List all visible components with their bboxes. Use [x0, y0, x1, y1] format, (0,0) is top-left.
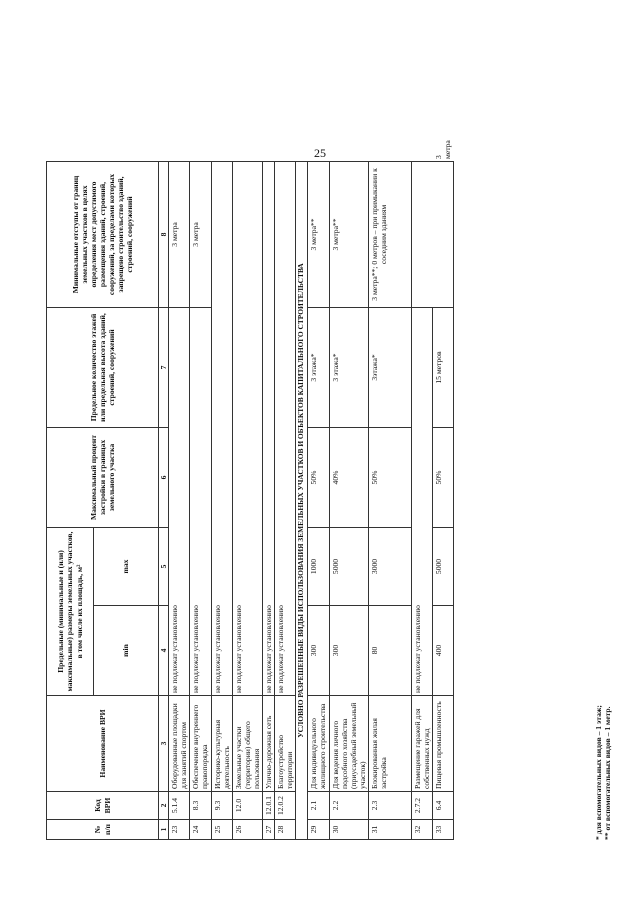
row-size-note: не подлежат установлению [263, 161, 275, 695]
row-num: 33 [433, 820, 454, 840]
row-name: Для ведения личного подсобного хозяйства (приусадебный земельный участок) [329, 696, 368, 792]
column-number: 3 [159, 696, 169, 792]
row-name: Благоустройство территории [275, 696, 296, 792]
row-name: Оборудованные площадки для занятий спортом [169, 696, 190, 792]
row-code: 12.0 [232, 792, 262, 820]
table-row [329, 161, 368, 839]
table-row [308, 161, 329, 839]
row-name: Земельные участки (территории) общего пользования [232, 696, 262, 792]
row-code: 2.1 [308, 792, 329, 820]
page-number: 25 [314, 146, 326, 160]
row-coverage: 40% [329, 427, 368, 527]
row-name: Размещение гаражей для собственных нужд [411, 696, 432, 792]
table-row [169, 161, 190, 839]
row-size-note: не подлежат установлению [169, 307, 190, 695]
row-code: 12.0.2 [275, 792, 296, 820]
row-size-note: не подлежат установлению [232, 161, 262, 695]
row-num: 25 [211, 820, 232, 840]
header-setbacks: Минимальные отступы от границ земельных участков в целях определения мест допустимого размещения зданий, строений, сооружений, за пределами которых запрещено строительство зданий, строений, сооружений [47, 161, 159, 307]
row-size-note: не подлежат установлению [190, 307, 211, 695]
row-code: 2.2 [329, 792, 368, 820]
row-num: 24 [190, 820, 211, 840]
rotated-page-content [46, 140, 613, 840]
section-row [296, 161, 308, 839]
header-num: № п/п [47, 820, 159, 840]
row-coverage: 50% [308, 427, 329, 527]
row-code: 2.7.2 [411, 792, 432, 820]
footnotes [594, 162, 613, 840]
header-code: Код ВРИ [47, 792, 159, 820]
row-code: 5.1.4 [169, 792, 190, 820]
row-setback: 3 метра**; 0 метров – при примыкании к соседним зданиям [368, 161, 411, 307]
footnote: ** от вспомогательных видов – 1 метр. [603, 706, 613, 840]
row-max: 5000 [329, 527, 368, 605]
row-setback: 3 метра** [308, 161, 329, 307]
row-num: 27 [263, 820, 275, 840]
header-size-min: min [94, 606, 159, 696]
row-min: 400 [433, 606, 454, 696]
row-floors: 3 этажа* [329, 307, 368, 427]
table-row [411, 161, 432, 839]
row-setback: 3 метра** [329, 161, 368, 307]
column-number: 8 [159, 161, 169, 307]
column-number: 4 [159, 606, 169, 696]
table-row [211, 161, 232, 839]
row-coverage: 50% [433, 427, 454, 527]
row-num: 26 [232, 820, 262, 840]
row-num: 32 [411, 820, 432, 840]
row-name: Историко-культурная деятельность [211, 696, 232, 792]
row-size-note: не подлежат установлению [275, 161, 296, 695]
row-coverage: 50% [368, 427, 411, 527]
row-min: 300 [329, 606, 368, 696]
row-name: Пищевая промышленность [433, 696, 454, 792]
row-min: 300 [308, 606, 329, 696]
row-size-note: не подлежат установлению [211, 161, 232, 695]
column-number: 6 [159, 427, 169, 527]
column-number: 5 [159, 527, 169, 605]
row-name: Блокированная жилая застройка [368, 696, 411, 792]
table-row [232, 161, 262, 839]
header-size-group: Предельные (минимальные и (или) максимальные) размеры земельных участков, в том числе их площадь, м² [47, 527, 94, 695]
row-floors: 3 этажа* [308, 307, 329, 427]
row-num: 28 [275, 820, 296, 840]
footnote: * для вспомогательных видов – 1 этаж; [594, 705, 603, 840]
row-max: 5000 [433, 527, 454, 605]
row-code: 8.3 [190, 792, 211, 820]
table-row [263, 161, 275, 839]
row-setback-empty [411, 161, 453, 307]
row-num: 23 [169, 820, 190, 840]
row-num: 31 [368, 820, 411, 840]
row-code: 9.3 [211, 792, 232, 820]
column-number: 7 [159, 307, 169, 427]
row-name: Для индивидуального жилищного строительства [308, 696, 329, 792]
column-numbers-row [159, 161, 169, 839]
row-num: 30 [329, 820, 368, 840]
vri-table [46, 140, 454, 840]
row-max: 3000 [368, 527, 411, 605]
table-header-row [47, 161, 94, 839]
table-row [275, 161, 296, 839]
section-title: УСЛОВНО РАЗРЕШЕННЫЕ ВИДЫ ИСПОЛЬЗОВАНИЯ ЗЕМЕЛЬНЫХ УЧАСТКОВ И ОБЪЕКТОВ КАПИТАЛЬНОГО СТРОИТЕЛЬСТВА [296, 161, 308, 839]
column-number: 1 [159, 820, 169, 840]
header-floors: Предельное количество этажей или предельная высота зданий, строений, сооружений [47, 307, 159, 427]
header-name: Наименование ВРИ [47, 696, 159, 792]
row-min: 80 [368, 606, 411, 696]
row-size-note: не подлежат установлению [411, 307, 432, 695]
row-code: 6.4 [433, 792, 454, 820]
row-name: Улично-дорожная сеть [263, 696, 275, 792]
table-row: 33 6.4 Пищевая промышленность 400 5000 50% 15 метров 3 метра [433, 161, 454, 839]
row-setback: 3 метра [190, 161, 211, 307]
row-floors: 3этажа* [368, 307, 411, 427]
row-code: 12.0.1 [263, 792, 275, 820]
row-name: Обеспечение внутреннего правопорядка [190, 696, 211, 792]
column-number: 2 [159, 792, 169, 820]
row-floors: 15 метров [433, 307, 454, 427]
header-coverage: Максимальный процент застройки в границах земельного участка [47, 427, 159, 527]
table-row [368, 161, 411, 839]
row-code: 2.3 [368, 792, 411, 820]
row-setback: 3 метра [169, 161, 190, 307]
row-num: 29 [308, 820, 329, 840]
header-size-max: max [94, 527, 159, 605]
row-max: 1000 [308, 527, 329, 605]
table-row [190, 161, 211, 839]
